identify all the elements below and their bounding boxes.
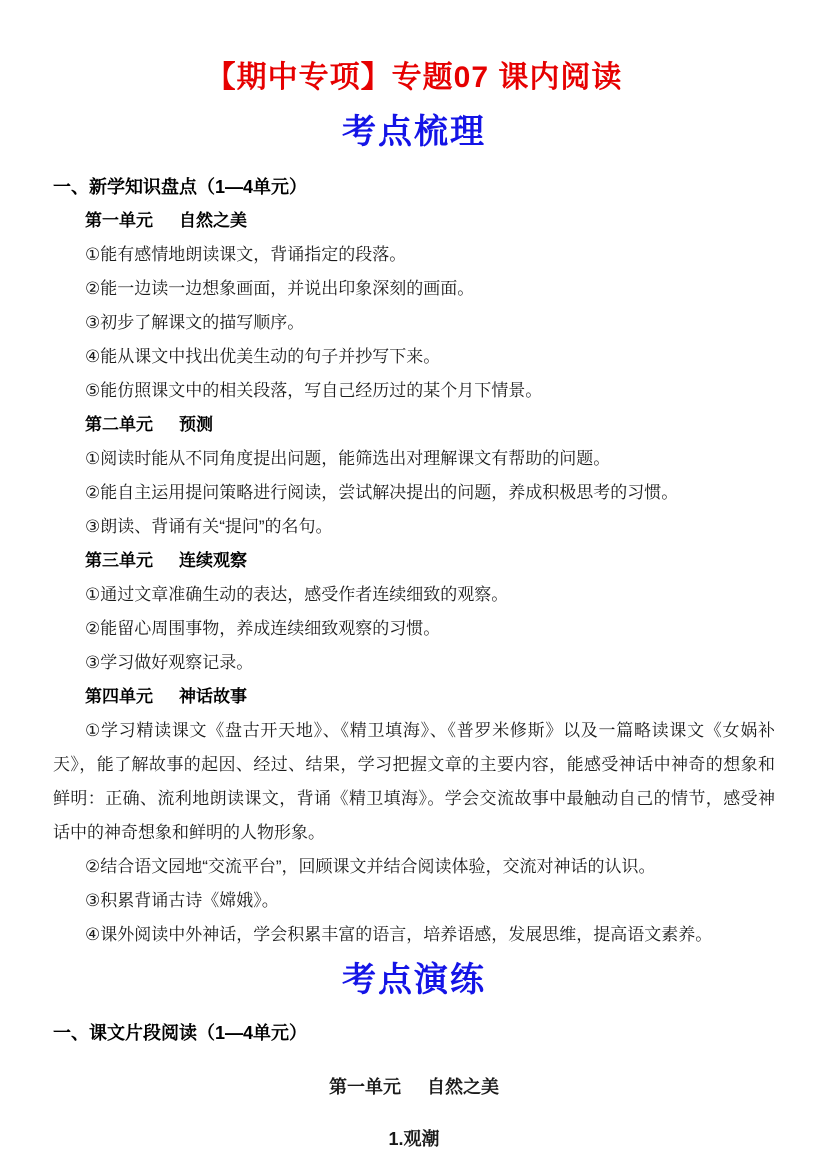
unit-3-title xyxy=(53,544,775,578)
unit-4-item-2: ②结合语文园地“交流平台”，回顾课文并结合阅读体验，交流对神话的认识。 xyxy=(85,857,656,876)
unit-1-item-4: ④能从课文中找出优美生动的句子并抄写下来。 xyxy=(85,347,441,366)
unit-2-title xyxy=(53,408,775,442)
unit-3-item-1: ①通过文章准确生动的表达，感受作者连续细致的观察。 xyxy=(85,585,509,604)
practice-section-heading: 考点演练 xyxy=(342,961,486,999)
unit-4-title xyxy=(53,680,775,714)
unit-4-item-1: ①学习精读课文《盘古开天地》、《精卫填海》、《普罗米修斯》以及一篇略读课文《女娲补天》，能了解故事的起因、经过、结果，学习把握文章的主要内容，能感受神话中神奇的想象和鲜明：正确、流利地朗读课文，背诵《精卫填海》。学会交流故事中最触动自己的情节，感受神话中的神奇想象和鲜明的人物形象。 xyxy=(53,721,775,842)
unit-1-item-5: ⑤能仿照课文中的相关段落，写自己经历过的某个月下情景。 xyxy=(85,381,543,400)
unit-2-item-2: ②能自主运用提问策略进行阅读，尝试解决提出的问题，养成积极思考的习惯。 xyxy=(85,483,679,502)
unit-2-item-3: ③朗读、背诵有关“提问”的名句。 xyxy=(85,517,333,536)
unit-4-topic: 神话故事 xyxy=(179,687,247,706)
unit-1-item-2: ②能一边读一边想象画面，并说出印象深刻的画面。 xyxy=(85,279,475,298)
practice-unit-label: 第一单元 xyxy=(329,1077,401,1097)
unit-4-item-3: ③积累背诵古诗《嫦娥》。 xyxy=(85,891,279,910)
unit-3-item-3: ③学习做好观察记录。 xyxy=(85,653,254,672)
unit-3-item-2: ②能留心周围事物，养成连续细致观察的习惯。 xyxy=(85,619,441,638)
practice-unit-topic: 自然之美 xyxy=(427,1077,499,1097)
unit-3-label: 第三单元 xyxy=(85,551,153,570)
unit-4-label: 第四单元 xyxy=(85,687,153,706)
unit-3-topic: 连续观察 xyxy=(179,551,247,570)
practice-reading-heading: 一、课文片段阅读（1—4单元） xyxy=(53,1023,308,1043)
knowledge-outline-heading: 一、新学知识盘点（1—4单元） xyxy=(53,177,308,197)
practice-unit-title xyxy=(53,1072,775,1102)
unit-1-label: 第一单元 xyxy=(85,211,153,230)
unit-2-item-1: ①阅读时能从不同角度提出问题，能筛选出对理解课文有帮助的问题。 xyxy=(85,449,611,468)
unit-2-topic: 预测 xyxy=(179,415,213,434)
unit-1-item-1: ①能有感情地朗读课文，背诵指定的段落。 xyxy=(85,245,407,264)
unit-2-label: 第二单元 xyxy=(85,415,153,434)
unit-4-item-4: ④课外阅读中外神话，学会积累丰富的语言，培养语感，发展思维，提高语文素养。 xyxy=(85,925,713,944)
doc-title: 【期中专项】专题07 课内阅读 xyxy=(205,61,623,94)
unit-1-item-3: ③初步了解课文的描写顺序。 xyxy=(85,313,305,332)
unit-1-topic: 自然之美 xyxy=(179,211,247,230)
lesson-title: 1.观潮 xyxy=(388,1129,440,1149)
unit-1-title xyxy=(53,204,775,238)
review-body xyxy=(53,170,775,952)
review-section-heading: 考点梳理 xyxy=(342,113,486,151)
